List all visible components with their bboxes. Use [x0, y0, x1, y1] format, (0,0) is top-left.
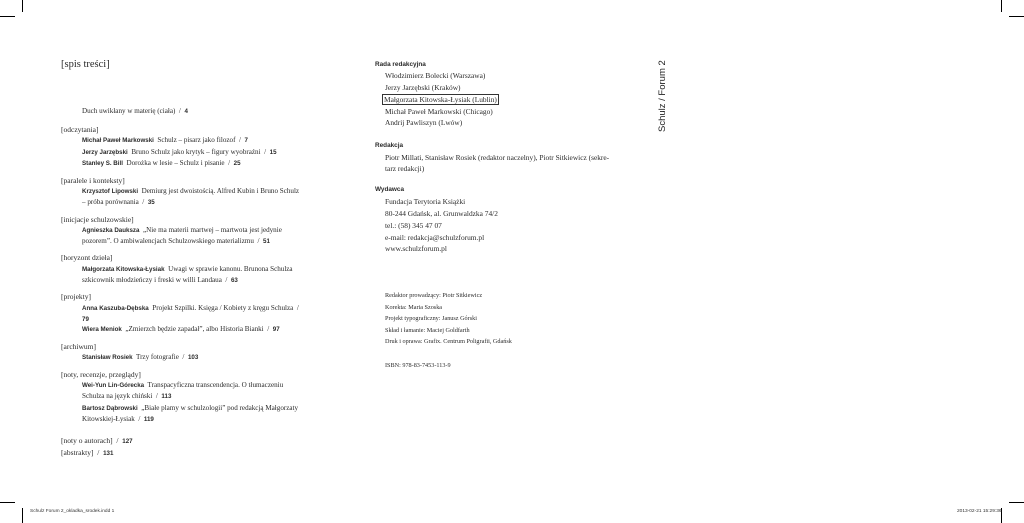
entry-sep: /	[178, 107, 181, 115]
section-heading: [odczytania]	[61, 125, 99, 134]
entry-sep: /	[155, 392, 158, 401]
publisher-heading: Wydawca	[375, 186, 405, 193]
toc-entry	[82, 403, 304, 426]
entry-sep: /	[264, 148, 267, 156]
crop-mark	[1001, 0, 1002, 12]
editorial-heading: Redakcja	[375, 142, 404, 149]
entry-sep: /	[267, 325, 270, 333]
highlighted-name: Małgorzata Kitowska-Łysiak (Lublin)	[384, 95, 497, 104]
crop-mark	[22, 508, 23, 523]
board-member: Jerzy Jarzębski (Kraków)	[385, 83, 461, 92]
toc-entry	[82, 352, 304, 363]
entry-author: Małgorzata Kitowska-Łysiak	[82, 266, 165, 273]
publisher-line: 80-244 Gdańsk, al. Grunwaldzka 74/2	[385, 209, 498, 218]
board-member	[385, 94, 498, 106]
entry-sep: /	[97, 448, 100, 457]
entry-author: Krzysztof Lipowski	[82, 188, 139, 195]
board-heading: Rada redakcyjna	[375, 61, 426, 68]
entry-page: 113	[161, 393, 172, 401]
slug-filename: Schulz Forum 2_okladka_srodek.indd 1	[30, 509, 115, 514]
entry-sep: /	[225, 276, 228, 285]
editorial-line: Piotr Millati, Stanisław Rosiek (redaktor naczelny), Piotr Sitkiewicz (sekre-	[385, 153, 610, 162]
entry-sep: /	[257, 237, 260, 246]
entry-page: 51	[263, 238, 270, 246]
toc-entry	[82, 186, 304, 209]
entry-title: Uwagi w sprawie kanonu. Brunona Schulza szkicownik młodzieńczy i freski w willi Landaua	[82, 265, 293, 285]
entry-title: Schulz – pisarz jako filozof	[157, 136, 236, 144]
spine-title: Schulz / Forum 2	[657, 60, 668, 132]
publisher-line: Fundacja Terytoria Książki	[385, 197, 466, 206]
slug-timestamp: 2013-02-21 15:29:36	[957, 509, 1002, 514]
toc-entry	[82, 324, 304, 335]
toc-entry	[82, 147, 304, 158]
entry-page: 79	[82, 316, 89, 324]
entry-title: „Białe plamy w schulzologii” pod redakcją Małgorzaty Kitowskiej-Łysiak	[82, 404, 299, 424]
entry-sep: /	[142, 198, 145, 207]
entry-author: Michał Paweł Markowski	[82, 137, 154, 144]
entry-page: 131	[103, 450, 114, 457]
publisher-email: e-mail: redakcja@schulzforum.pl	[385, 233, 485, 242]
entry-title: Bruno Schulz jako krytyk – figury wyobraźni	[131, 148, 261, 156]
entry-title: Duch uwikłany w materię (ciała)	[82, 107, 176, 115]
crop-mark	[1009, 16, 1024, 17]
board-member: Michał Paweł Markowski (Chicago)	[385, 107, 493, 116]
entry-page: 63	[230, 277, 238, 285]
toc-entry	[82, 380, 304, 403]
entry-title: Trzy fotografie	[135, 353, 179, 361]
publisher-website: www.schulzforum.pl	[385, 244, 447, 253]
entry-title: „Zmierzch będzie zapadał”, albo Historia Bianki	[125, 325, 264, 333]
credit-line: Skład i łamanie: Maciej Goldfarth	[385, 327, 470, 334]
entry-page: 25	[233, 160, 241, 167]
section-heading: [paralele i konteksty]	[61, 176, 125, 185]
entry-author: Jerzy Jarzębski	[82, 149, 128, 156]
entry-author: Agnieszka Dauksza	[82, 227, 140, 234]
entry-title: Demiurg jest dwoistością. Alfred Kubin i Bruno Schulz – próba porównania	[82, 187, 300, 207]
credit-line: Projekt typograficzny: Janusz Górski	[385, 315, 477, 322]
entry-sep: /	[238, 136, 241, 144]
entry-page: 103	[187, 354, 199, 361]
entry-author: Stanisław Rosiek	[82, 354, 133, 361]
section-heading: [archiwum]	[61, 342, 96, 351]
toc-title: [spis treści]	[61, 59, 110, 70]
entry-sep: /	[296, 304, 299, 312]
isbn: ISBN: 978-83-7453-113-9	[385, 362, 451, 369]
publisher-line: tel.: (58) 345 47 07	[385, 221, 442, 230]
entry-page: 119	[143, 416, 154, 424]
section-heading: [inicjacje schulzowskie]	[61, 215, 134, 224]
entry-page: 7	[244, 137, 248, 144]
toc-intro	[82, 106, 304, 117]
editorial-line: tarz redakcji)	[385, 164, 425, 173]
entry-title: Dorożka w lesie – Schulz i pisanie	[126, 159, 225, 167]
entry-page: 97	[272, 326, 280, 333]
toc-entry	[82, 135, 304, 146]
entry-sep: /	[116, 436, 119, 445]
entry-sep: /	[138, 415, 141, 424]
entry-author: Wei-Yun Lin-Górecka	[82, 382, 145, 389]
section-heading: [projekty]	[61, 292, 91, 301]
entry-title: „Nie ma materii martwej – martwota jest jedynie pozorem”. O ambiwalencjach Schulzowskiego materializmu	[82, 226, 282, 246]
toc-entry	[82, 303, 304, 326]
entry-author: Bartosz Dąbrowski	[82, 405, 138, 412]
entry-sep: /	[182, 353, 185, 361]
toc-entry	[82, 225, 304, 248]
toc-closing-authors	[61, 435, 133, 447]
crop-mark	[0, 502, 15, 503]
toc-closing-abstracts	[61, 447, 113, 459]
section-heading: [horyzont dzieła]	[61, 253, 113, 262]
entry-title: [noty o autorach]	[61, 436, 113, 445]
section-heading: [noty, recenzje, przeglądy]	[61, 370, 141, 379]
board-member: Andrij Pawliszyn (Lwów)	[385, 118, 463, 127]
entry-page: 4	[184, 108, 188, 115]
credit-line: Korekta: Maria Szoska	[385, 304, 443, 311]
entry-author: Wiera Meniok	[82, 326, 122, 333]
toc-entry	[82, 264, 304, 287]
entry-title: [abstrakty]	[61, 448, 94, 457]
entry-page: 127	[122, 438, 133, 445]
entry-page: 15	[269, 149, 277, 156]
entry-title: Transpacyficzna transcendencja. O tłumaczeniu Schulza na język chiński	[82, 381, 284, 401]
credit-line: Druk i oprawa: Grafix. Centrum Poligrafii, Gdańsk	[385, 338, 512, 345]
entry-sep: /	[228, 159, 231, 167]
entry-page: 35	[147, 199, 155, 207]
board-member: Włodzimierz Bolecki (Warszawa)	[385, 71, 486, 80]
entry-title: Projekt Szpilki. Księga / Kobiety z kręgu Schulza	[152, 304, 294, 312]
crop-mark	[1009, 502, 1024, 503]
crop-mark	[0, 16, 15, 17]
entry-author: Anna Kaszuba-Dębska	[82, 305, 149, 312]
entry-author: Stanley S. Bill	[82, 160, 123, 167]
credit-line: Redaktor prowadzący: Piotr Sitkiewicz	[385, 292, 483, 299]
crop-mark	[22, 0, 23, 12]
toc-entry	[82, 158, 304, 169]
